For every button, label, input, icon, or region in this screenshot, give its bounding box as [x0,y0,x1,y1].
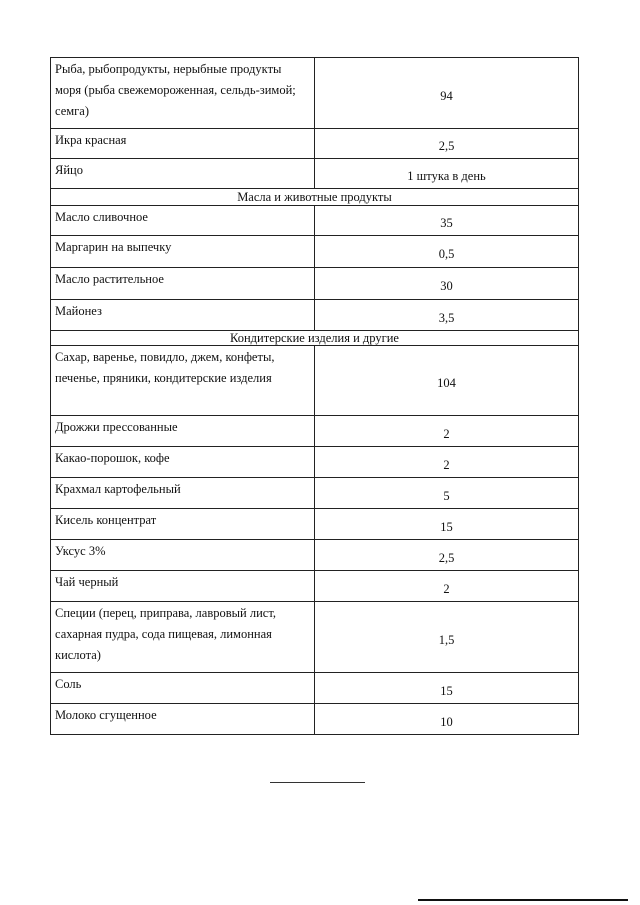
product-amount: 5 [315,478,579,509]
table-row [51,346,579,416]
product-amount: 104 [315,346,579,416]
product-name: Икра красная [51,129,315,159]
product-amount: 1,5 [315,602,579,673]
product-amount: 2,5 [315,540,579,571]
table-row [51,58,579,129]
product-name: Крахмал картофельный [51,478,315,509]
product-amount: 94 [315,58,579,129]
product-amount: 30 [315,268,579,300]
table-row [51,236,579,268]
table-row [51,268,579,300]
table-row [51,571,579,602]
product-amount: 10 [315,704,579,735]
table-row [51,447,579,478]
table-row [51,509,579,540]
product-name: Соль [51,673,315,704]
product-amount: 3,5 [315,300,579,331]
product-name: Яйцо [51,159,315,189]
product-name: Специи (перец, приправа, лавровый лист, сахарная пудра, сода пищевая, лимонная кислота) [51,602,315,673]
product-name: Майонез [51,300,315,331]
table-row [51,540,579,571]
product-name: Масло сливочное [51,206,315,236]
product-amount: 2 [315,416,579,447]
product-name: Чай черный [51,571,315,602]
product-amount: 15 [315,673,579,704]
product-name: Какао-порошок, кофе [51,447,315,478]
product-name: Маргарин на выпечку [51,236,315,268]
separator-line [270,782,365,783]
table-row [51,602,579,673]
product-amount: 0,5 [315,236,579,268]
product-name: Дрожжи прессованные [51,416,315,447]
product-name: Уксус 3% [51,540,315,571]
product-name: Молоко сгущенное [51,704,315,735]
product-amount: 2 [315,571,579,602]
table-row [51,478,579,509]
table-row [51,673,579,704]
product-name: Рыба, рыбопродукты, нерыбные продукты моря (рыба свежемороженная, сельдь-зимой; семга) [51,58,315,129]
table-row [51,206,579,236]
table-row [51,300,579,331]
product-amount: 2,5 [315,129,579,159]
product-name: Сахар, варенье, повидло, джем, конфеты, печенье, пряники, кондитерские изделия [51,346,315,416]
table-row [51,704,579,735]
product-amount: 1 штука в день [315,159,579,189]
table-row [51,129,579,159]
food-norms-table [50,57,579,735]
product-name: Кисель концентрат [51,509,315,540]
bottom-edge-line [418,899,628,901]
section-title: Кондитерские изделия и другие [51,331,579,346]
section-row [51,331,579,346]
product-amount: 2 [315,447,579,478]
section-title: Масла и животные продукты [51,189,579,206]
product-name: Масло растительное [51,268,315,300]
table-row [51,159,579,189]
product-amount: 35 [315,206,579,236]
table-row [51,416,579,447]
section-row [51,189,579,206]
product-amount: 15 [315,509,579,540]
